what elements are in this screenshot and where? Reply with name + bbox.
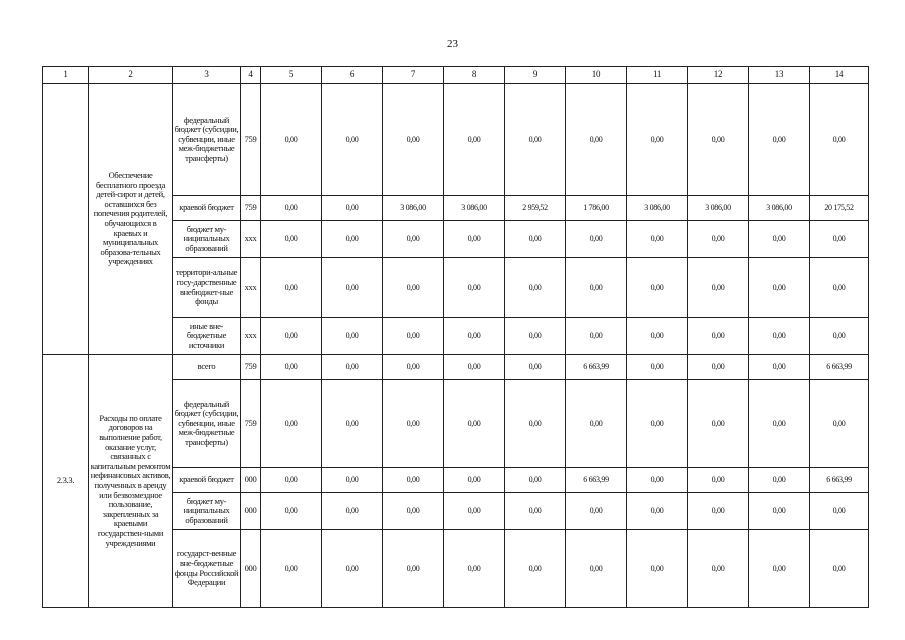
value-cell: 0,00 <box>505 380 566 468</box>
value-cell: 0,00 <box>322 221 383 258</box>
value-cell: 0,00 <box>749 380 810 468</box>
funding-source-cell: краевой бюджет <box>173 196 241 221</box>
value-cell: 0,00 <box>322 196 383 221</box>
value-cell: 0,00 <box>566 530 627 608</box>
value-cell: 0,00 <box>322 493 383 530</box>
value-cell: 0,00 <box>749 530 810 608</box>
value-cell: 0,00 <box>444 493 505 530</box>
code-cell: 000 <box>241 493 261 530</box>
value-cell: 0,00 <box>444 355 505 380</box>
value-cell: 0,00 <box>505 493 566 530</box>
measure-description-cell: Расходы по оплате договоров на выполнение работ, оказание услуг, связанных с капитальным ремонтом нефинансовых активов, полученных в аренду или безвозмездное пользование, закрепленных за краевыми государствен-ными учреждениями <box>89 355 173 608</box>
code-cell: 759 <box>241 380 261 468</box>
value-cell: 0,00 <box>505 318 566 355</box>
code-cell: xxx <box>241 318 261 355</box>
value-cell: 0,00 <box>322 84 383 196</box>
value-cell: 1 786,00 <box>566 196 627 221</box>
value-cell: 0,00 <box>749 318 810 355</box>
value-cell: 0,00 <box>627 318 688 355</box>
value-cell: 0,00 <box>383 221 444 258</box>
value-cell: 3 086,00 <box>749 196 810 221</box>
value-cell: 3 086,00 <box>444 196 505 221</box>
value-cell: 0,00 <box>322 468 383 493</box>
funding-source-cell: бюджет му-ниципальных образований <box>173 493 241 530</box>
value-cell: 0,00 <box>261 380 322 468</box>
column-header: 2 <box>89 67 173 84</box>
code-cell: 759 <box>241 196 261 221</box>
value-cell: 20 175,52 <box>810 196 869 221</box>
value-cell: 0,00 <box>810 318 869 355</box>
value-cell: 0,00 <box>688 318 749 355</box>
value-cell: 0,00 <box>566 493 627 530</box>
value-cell: 0,00 <box>383 84 444 196</box>
value-cell: 0,00 <box>810 84 869 196</box>
value-cell: 0,00 <box>688 530 749 608</box>
row-number-cell <box>43 84 89 355</box>
budget-table <box>42 66 869 608</box>
value-cell: 0,00 <box>444 530 505 608</box>
value-cell: 6 663,99 <box>810 468 869 493</box>
column-header: 11 <box>627 67 688 84</box>
value-cell: 0,00 <box>383 530 444 608</box>
value-cell: 0,00 <box>688 258 749 318</box>
column-header: 13 <box>749 67 810 84</box>
value-cell: 0,00 <box>627 380 688 468</box>
code-cell: 000 <box>241 468 261 493</box>
column-header: 7 <box>383 67 444 84</box>
column-header: 8 <box>444 67 505 84</box>
value-cell: 0,00 <box>444 318 505 355</box>
column-header: 1 <box>43 67 89 84</box>
value-cell: 0,00 <box>261 530 322 608</box>
row-number-cell: 2.3.3. <box>43 355 89 608</box>
value-cell: 0,00 <box>810 221 869 258</box>
value-cell: 0,00 <box>688 84 749 196</box>
column-header: 4 <box>241 67 261 84</box>
value-cell: 0,00 <box>505 258 566 318</box>
column-number-row <box>43 67 869 84</box>
funding-source-cell: иные вне-бюджетные источники <box>173 318 241 355</box>
value-cell: 0,00 <box>383 258 444 318</box>
value-cell: 3 086,00 <box>688 196 749 221</box>
value-cell: 0,00 <box>261 468 322 493</box>
funding-source-cell: всего <box>173 355 241 380</box>
value-cell: 0,00 <box>505 530 566 608</box>
value-cell: 0,00 <box>383 318 444 355</box>
value-cell: 0,00 <box>810 493 869 530</box>
value-cell: 0,00 <box>688 355 749 380</box>
measure-description-cell: Обеспечение бесплатного проезда детей-сирот и детей, оставшихся без попечения родителей, обучающихся в краевых и муниципальных образова-тельных учреждениях <box>89 84 173 355</box>
column-header: 3 <box>173 67 241 84</box>
value-cell: 3 086,00 <box>383 196 444 221</box>
value-cell: 0,00 <box>566 380 627 468</box>
table-body <box>43 84 869 608</box>
value-cell: 0,00 <box>322 530 383 608</box>
value-cell: 0,00 <box>627 468 688 493</box>
value-cell: 6 663,99 <box>566 468 627 493</box>
value-cell: 0,00 <box>688 380 749 468</box>
value-cell: 0,00 <box>566 318 627 355</box>
value-cell: 0,00 <box>261 258 322 318</box>
value-cell: 0,00 <box>383 493 444 530</box>
value-cell: 0,00 <box>383 468 444 493</box>
code-cell: 759 <box>241 84 261 196</box>
value-cell: 0,00 <box>810 380 869 468</box>
table-row <box>43 84 869 196</box>
value-cell: 0,00 <box>322 380 383 468</box>
value-cell: 0,00 <box>810 258 869 318</box>
value-cell: 2 959,52 <box>505 196 566 221</box>
value-cell: 0,00 <box>810 530 869 608</box>
value-cell: 0,00 <box>261 493 322 530</box>
value-cell: 0,00 <box>444 84 505 196</box>
funding-source-cell: федеральный бюджет (субсидии, субвенции, иные меж-бюджетные трансферты) <box>173 84 241 196</box>
code-cell: xxx <box>241 221 261 258</box>
value-cell: 0,00 <box>627 258 688 318</box>
value-cell: 0,00 <box>505 84 566 196</box>
value-cell: 0,00 <box>627 355 688 380</box>
value-cell: 0,00 <box>688 221 749 258</box>
value-cell: 0,00 <box>566 258 627 318</box>
funding-source-cell: федеральный бюджет (субсидии, субвенции, иные меж-бюджетные трансферты) <box>173 380 241 468</box>
value-cell: 0,00 <box>566 221 627 258</box>
value-cell: 0,00 <box>261 221 322 258</box>
value-cell: 3 086,00 <box>627 196 688 221</box>
value-cell: 0,00 <box>688 493 749 530</box>
value-cell: 0,00 <box>444 221 505 258</box>
code-cell: xxx <box>241 258 261 318</box>
column-header: 10 <box>566 67 627 84</box>
value-cell: 0,00 <box>261 318 322 355</box>
value-cell: 0,00 <box>749 84 810 196</box>
column-header: 14 <box>810 67 869 84</box>
value-cell: 0,00 <box>688 468 749 493</box>
value-cell: 6 663,99 <box>566 355 627 380</box>
value-cell: 0,00 <box>383 355 444 380</box>
table-row <box>43 355 869 380</box>
value-cell: 0,00 <box>444 468 505 493</box>
funding-source-cell: бюджет му-ниципальных образований <box>173 221 241 258</box>
value-cell: 0,00 <box>322 258 383 318</box>
code-cell: 759 <box>241 355 261 380</box>
value-cell: 0,00 <box>627 84 688 196</box>
value-cell: 0,00 <box>749 221 810 258</box>
funding-source-cell: территори-альные госу-дарственные внебюджет-ные фонды <box>173 258 241 318</box>
value-cell: 0,00 <box>749 493 810 530</box>
column-header: 12 <box>688 67 749 84</box>
value-cell: 0,00 <box>261 196 322 221</box>
value-cell: 0,00 <box>444 380 505 468</box>
funding-source-cell: краевой бюджет <box>173 468 241 493</box>
value-cell: 0,00 <box>749 355 810 380</box>
funding-source-cell: государст-венные вне-бюджетные фонды Российской Федерации <box>173 530 241 608</box>
value-cell: 0,00 <box>566 84 627 196</box>
value-cell: 0,00 <box>322 318 383 355</box>
value-cell: 0,00 <box>261 84 322 196</box>
column-header: 9 <box>505 67 566 84</box>
value-cell: 0,00 <box>383 380 444 468</box>
value-cell: 0,00 <box>322 355 383 380</box>
code-cell: 000 <box>241 530 261 608</box>
column-header: 6 <box>322 67 383 84</box>
value-cell: 0,00 <box>749 258 810 318</box>
value-cell: 0,00 <box>505 468 566 493</box>
value-cell: 0,00 <box>261 355 322 380</box>
value-cell: 0,00 <box>627 530 688 608</box>
value-cell: 0,00 <box>627 493 688 530</box>
value-cell: 6 663,99 <box>810 355 869 380</box>
value-cell: 0,00 <box>627 221 688 258</box>
value-cell: 0,00 <box>444 258 505 318</box>
value-cell: 0,00 <box>749 468 810 493</box>
value-cell: 0,00 <box>505 221 566 258</box>
column-header: 5 <box>261 67 322 84</box>
value-cell: 0,00 <box>505 355 566 380</box>
page-number: 23 <box>447 38 458 50</box>
